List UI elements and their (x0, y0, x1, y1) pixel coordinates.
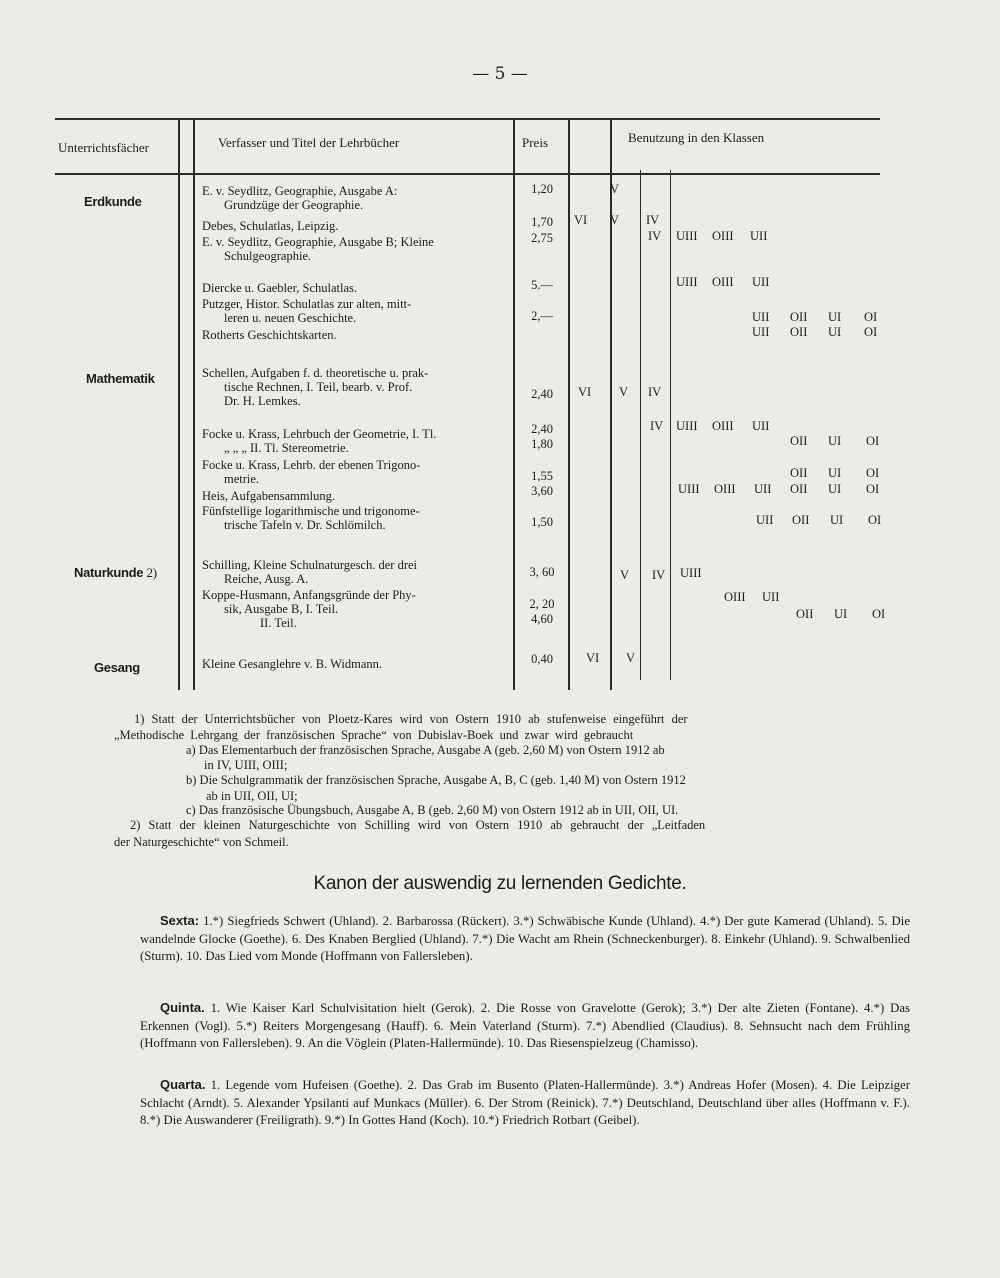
header-subjects: Unterrichtsfächer (58, 140, 149, 155)
class-mark: UIII (680, 566, 702, 580)
book-line: Focke u. Krass, Lehrbuch der Geometrie, I. Tl. (202, 427, 437, 441)
footnote-1: 1) Statt der Unterrichtsbücher von Ploetz-Kares wird von Ostern 1910 ab stufenweise eingeführt der (134, 712, 688, 726)
class-mark: OI (866, 434, 880, 448)
class-mark: OII (790, 310, 808, 324)
class-mark: OIII (714, 482, 736, 496)
price-cell: 2,40 (531, 387, 553, 401)
price-cell: 4,60 (531, 612, 553, 626)
class-mark: IV (646, 213, 660, 227)
book-entry (202, 489, 512, 503)
book-entry (202, 281, 512, 295)
class-mark: UII (752, 325, 770, 339)
class-mark: UII (752, 419, 770, 433)
price-cell: 3,60 (531, 484, 553, 498)
class-mark: OII (790, 466, 808, 480)
class-mark: UI (830, 513, 844, 527)
price-cell: 2, 20 (529, 597, 555, 611)
class-label-sexta: Sexta: (160, 913, 200, 928)
book-line: tische Rechnen, I. Teil, bearb. v. Prof. (224, 380, 413, 394)
book-entry (202, 366, 512, 408)
book-line: E. v. Seydlitz, Geographie, Ausgabe A: (202, 184, 398, 198)
class-label-quinta: Quinta. (160, 1000, 205, 1015)
class-mark: OIII (712, 229, 734, 243)
subject-naturkunde (74, 565, 157, 581)
class-mark: IV (652, 568, 666, 582)
book-line: Grundzüge der Geographie. (224, 198, 364, 212)
class-mark: UII (754, 482, 772, 496)
book-line: Rotherts Geschichtskarten. (202, 328, 337, 342)
class-label-quarta: Quarta. (160, 1077, 206, 1092)
price-cell: 2,75 (531, 231, 553, 245)
class-mark: OII (796, 607, 814, 621)
book-line: Focke u. Krass, Lehrb. der ebenen Trigono- (202, 458, 421, 472)
class-mark: IV (648, 385, 662, 399)
class-mark: V (610, 213, 620, 227)
poem-list: 1.*) Siegfrieds Schwert (Uhland). 2. Barbarossa (Rückert). 3.*) Schwäbische Kunde (Uhland). 4.*) Der gute Kamerad (Uhland). 5. Die wandelnde Glocke (Goethe). 6. Des Knaben Berglied (Uhland). 7.*) Die Wacht am Rhein (Schneckenburger). 8. Einkehr (Uhland). 9. Schwalbenlied (Sturm). 10. Das Lied vom Monde (Hoffmann von Fallersleben). (140, 914, 910, 963)
kanon-quinta (140, 999, 910, 1053)
book-line: Heis, Aufgabensammlung. (202, 489, 335, 503)
class-mark: V (619, 385, 629, 399)
book-entry (202, 328, 512, 342)
class-mark: OIII (724, 590, 746, 604)
book-line: Debes, Schulatlas, Leipzig. (202, 219, 339, 233)
price-cell: 1,80 (531, 437, 553, 451)
table-col-divider (568, 120, 570, 690)
kanon-title: Kanon der auswendig zu lernenden Gedichte. (313, 873, 687, 894)
poem-list: 1. Wie Kaiser Karl Schulvisitation hielt (Gerok). 2. Die Rosse von Gravelotte (Gerok); 3.*) Der alte Zieten (Fontane). 4.*) Das Erkennen (Vogl). 5.*) Reiters Morgengesang (Hauff). 6. Mein Vaterland (Sturm). 7.*) Abendlied (Claudius). 8. Sehnsucht nach dem Frühling (Hoffmann von Fallersleben). 9. An die Vöglein (Platen-Hallermünde). 10. Das Riesenspielzeug (Chamisso). (140, 1001, 910, 1050)
class-mark: OII (792, 513, 810, 527)
book-line: Schulgeographie. (224, 249, 312, 263)
subject-mathematik: Mathematik (86, 371, 155, 386)
class-mark: VI (578, 385, 592, 399)
subject-gesang: Gesang (94, 660, 140, 675)
table-col-divider (610, 120, 612, 690)
subject-erdkunde: Erdkunde (84, 194, 142, 209)
header-price: Preis (522, 135, 548, 150)
class-mark: UII (750, 229, 768, 243)
footnote-1c: c) Das französische Übungsbuch, Ausgabe A, B (geb. 2,60 M) von Ostern 1912 ab in UII, OII, UI. (186, 803, 679, 817)
book-entry (202, 297, 512, 325)
book-entry (202, 235, 512, 263)
class-mark: V (620, 568, 630, 582)
book-line: leren u. neuen Geschichte. (224, 311, 357, 325)
class-mark: UII (762, 590, 780, 604)
class-mark: UII (752, 275, 770, 289)
class-mark: OI (864, 325, 878, 339)
price-cell: 1,55 (531, 469, 553, 483)
book-line: Fünfstellige logarithmische und trigonome- (202, 504, 420, 518)
header-books: Verfasser und Titel der Lehrbücher (218, 135, 400, 150)
class-mark: OIII (712, 275, 734, 289)
header-usage: Benutzung in den Klassen (628, 130, 765, 145)
footnote-1b-line: ab in UII, OII, UI; (206, 789, 298, 803)
class-mark: OII (790, 434, 808, 448)
subject-label: Naturkunde (74, 565, 144, 580)
book-line: Kleine Gesanglehre v. B. Widmann. (202, 657, 383, 671)
book-line: metrie. (224, 472, 260, 486)
book-entry (202, 588, 512, 630)
class-mark: UI (834, 607, 848, 621)
class-mark: OI (864, 310, 878, 324)
class-mark: VI (574, 213, 588, 227)
class-mark: UI (828, 482, 842, 496)
class-mark: UI (828, 434, 842, 448)
class-mark: OII (790, 325, 808, 339)
class-mark: VI (586, 651, 600, 665)
class-mark: V (610, 182, 620, 196)
price-cell: 5.— (531, 278, 553, 292)
poem-list: 1. Legende vom Hufeisen (Goethe). 2. Das Grab im Busento (Platen-Hallermünde). 3.*) Andreas Hofer (Mosen). 4. Die Leipziger Schlacht (Arndt). 5. Alexander Ypsilanti auf Munkacs (Müller). 6. Der Strom (Reinick). 7.*) Deutschland, Deutschland über alles (Hoffmann v. F.). 8.*) Die Auswanderer (Freiligrath). 9.*) In Gottes Hand (Koch). 10.*) Friedrich Rotbart (Geibel). (140, 1078, 910, 1127)
price-cell: 1,70 (531, 215, 553, 229)
footnote-1a-line: in IV, UIII, OIII; (204, 758, 288, 772)
book-entry (202, 184, 512, 212)
class-mark: OI (866, 466, 880, 480)
class-mark: OI (866, 482, 880, 496)
class-mark: V (626, 651, 636, 665)
class-mark: UII (752, 310, 770, 324)
book-entry (202, 458, 512, 486)
price-cell: 2,40 (531, 422, 553, 436)
table-col-divider (178, 120, 180, 690)
book-line: sik, Ausgabe B, I. Teil. (224, 602, 339, 616)
class-mark: OIII (712, 419, 734, 433)
table-col-divider (513, 120, 515, 690)
book-entry (202, 657, 512, 671)
class-mark: UIII (676, 419, 698, 433)
footnote-1a: a) Das Elementarbuch der französischen Sprache, Ausgabe A (geb. 2,60 M) von Ostern 1912 ab (186, 743, 665, 757)
footnote-2: 2) Statt der kleinen Naturgeschichte von Schilling wird von Ostern 1910 ab gebraucht der „Leitfaden (130, 818, 706, 832)
class-mark: UI (828, 466, 842, 480)
class-mark: UI (828, 325, 842, 339)
book-line: Putzger, Histor. Schulatlas zur alten, mitt- (202, 297, 412, 311)
book-line: II. Teil. (260, 616, 297, 630)
book-entry (202, 427, 512, 455)
book-line: Dr. H. Lemkes. (224, 394, 301, 408)
class-mark: OI (868, 513, 882, 527)
class-mark: OII (790, 482, 808, 496)
class-mark: UII (756, 513, 774, 527)
kanon-quarta (140, 1076, 910, 1130)
book-entry (202, 558, 512, 586)
book-line: Schilling, Kleine Schulnaturgesch. der drei (202, 558, 417, 572)
price-cell: 1,20 (531, 182, 553, 196)
price-cell: 0,40 (531, 652, 553, 666)
subject-footnote-ref: 2) (146, 565, 157, 580)
book-entry (202, 219, 512, 233)
class-mark: IV (650, 419, 664, 433)
class-mark: OI (872, 607, 886, 621)
class-mark: UIII (676, 229, 698, 243)
kanon-sexta (140, 912, 910, 966)
book-line: „ „ „ II. Tl. Stereometrie. (224, 441, 349, 455)
book-line: trische Tafeln v. Dr. Schlömilch. (224, 518, 386, 532)
class-mark: UI (828, 310, 842, 324)
footnote-1b: b) Die Schulgrammatik der französischen Sprache, Ausgabe A, B, C (geb. 1,40 M) von Ostern 1912 (186, 773, 686, 787)
book-line: E. v. Seydlitz, Geographie, Ausgabe B; Kleine (202, 235, 434, 249)
book-line: Koppe-Husmann, Anfangsgründe der Phy- (202, 588, 416, 602)
class-mark: IV (648, 229, 662, 243)
footnote-1-line: „Methodische Lehrgang der französischen Sprache“ von Dubislav-Boek und zwar wird gebraucht (114, 728, 634, 742)
price-cell: 1,50 (531, 515, 553, 529)
table-col-divider (640, 170, 641, 680)
book-entry (202, 504, 512, 532)
price-cell: 3, 60 (529, 565, 555, 579)
book-line: Reiche, Ausg. A. (224, 572, 309, 586)
class-mark: UIII (678, 482, 700, 496)
table-col-divider (193, 120, 195, 690)
class-mark: UIII (676, 275, 698, 289)
page-number: — 5 — (472, 64, 528, 84)
footnote-2-line: der Naturgeschichte“ von Schmeil. (114, 835, 289, 849)
book-line: Diercke u. Gaebler, Schulatlas. (202, 281, 357, 295)
table-col-divider (670, 170, 671, 680)
price-cell: 2,— (531, 309, 553, 323)
book-line: Schellen, Aufgaben f. d. theoretische u. prak- (202, 366, 429, 380)
